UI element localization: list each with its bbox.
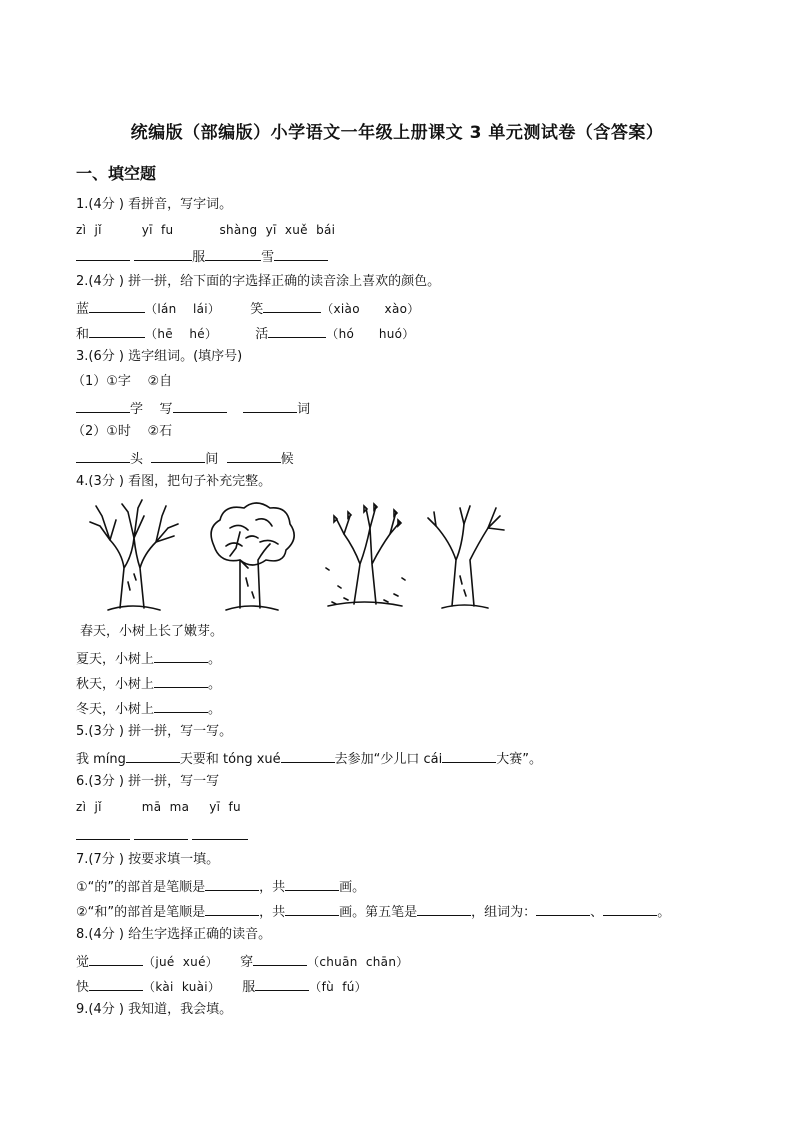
question-6-heading: 6.(3分 ) 拼一拼，写一写 (76, 774, 220, 789)
fill-char: 雪 (261, 250, 275, 265)
answer-blank[interactable] (442, 748, 496, 763)
question-2-row-2 (76, 323, 415, 344)
answer-blank[interactable] (274, 246, 328, 261)
question-5-sentence (76, 748, 542, 769)
sentence-part: ，共 (259, 880, 286, 895)
answer-blank[interactable] (89, 323, 145, 338)
fill-char: 写 (159, 402, 173, 417)
sentence-start: 夏天，小树上 (76, 652, 155, 667)
question-3-group-2-answers (76, 448, 294, 469)
question-2-heading: 2.(4分 ) 拼一拼，给下面的字选择正确的读音涂上喜欢的颜色。 (76, 274, 441, 289)
question-4-heading: 4.(3分 ) 看图，把句子补充完整。 (76, 474, 272, 489)
question-4-autumn (76, 673, 221, 694)
answer-blank[interactable] (255, 976, 309, 991)
sentence-part: 天要和 tóng xué (179, 752, 281, 767)
question-3-heading: 3.(6分 ) 选字组词。(填序号) (76, 349, 243, 364)
fill-char: 服 (192, 250, 206, 265)
sentence-part: 。 (657, 905, 671, 920)
answer-blank[interactable] (263, 298, 321, 313)
question-1-heading: 1.(4分 ) 看拼音，写字词。 (76, 197, 233, 212)
answer-blank[interactable] (253, 951, 307, 966)
answer-blank[interactable] (134, 246, 192, 261)
pinyin-options: （hó huó） (326, 327, 415, 341)
sentence-part: 大赛”。 (496, 752, 542, 767)
answer-blank[interactable] (285, 901, 339, 916)
question-3-group-1: （1）①字 ②自 (72, 374, 173, 389)
sentence-part: 我 míng (76, 752, 126, 767)
winter-tree-icon (422, 498, 512, 612)
fill-char: 间 (205, 452, 219, 467)
question-1-pinyin-row (76, 221, 335, 239)
answer-blank[interactable] (192, 825, 248, 840)
question-6-pinyin-row (76, 798, 241, 816)
pinyin-shangyixuebai: shàng yī xuě bái (219, 223, 336, 237)
leafy-tree-icon (200, 498, 300, 612)
answer-blank[interactable] (603, 901, 657, 916)
answer-blank[interactable] (536, 901, 590, 916)
section-heading: 一、填空题 (76, 164, 157, 183)
answer-blank[interactable] (76, 448, 130, 463)
answer-blank[interactable] (205, 876, 259, 891)
falling-leaves-tree-icon (314, 498, 414, 612)
answer-blank[interactable] (154, 673, 208, 688)
tree-illustrations (82, 498, 512, 614)
question-9-heading: 9.(4分 ) 我知道，我会填。 (76, 1002, 233, 1017)
char: 和 (76, 327, 90, 342)
sentence-start: 秋天，小树上 (76, 677, 155, 692)
pinyin-ziji: zì jǐ (76, 800, 102, 814)
question-7-line-2 (76, 901, 670, 922)
answer-blank[interactable] (154, 698, 208, 713)
answer-blank[interactable] (126, 748, 180, 763)
question-8-row-1 (76, 951, 409, 972)
question-1-answer-row (76, 246, 328, 267)
fill-char: 词 (297, 402, 311, 417)
sentence-start: 冬天，小树上 (76, 702, 155, 717)
answer-blank[interactable] (76, 246, 130, 261)
char: 觉 (76, 955, 90, 970)
sentence-part: ，共 (259, 905, 286, 920)
question-7-line-1 (76, 876, 365, 897)
pinyin-options: （xiào xào） (321, 302, 420, 316)
answer-blank[interactable] (205, 901, 259, 916)
answer-blank[interactable] (205, 246, 261, 261)
pinyin-yifu: yī fu (141, 223, 174, 237)
sentence-end: 。 (208, 702, 222, 717)
answer-blank[interactable] (89, 951, 143, 966)
answer-blank[interactable] (268, 323, 326, 338)
question-8-heading: 8.(4分 ) 给生字选择正确的读音。 (76, 927, 272, 942)
pinyin-options: （kài kuài） (143, 980, 221, 994)
answer-blank[interactable] (243, 398, 297, 413)
sentence-part: 、 (590, 905, 604, 920)
sentence-part: ，组词为： (471, 905, 537, 920)
fill-char: 学 (130, 402, 144, 417)
pinyin-mama: mā ma (141, 800, 190, 814)
answer-blank[interactable] (154, 648, 208, 663)
question-8-row-2 (76, 976, 367, 997)
question-2-row-1 (76, 298, 420, 319)
answer-blank[interactable] (89, 976, 143, 991)
bare-tree-icon (82, 498, 182, 612)
answer-blank[interactable] (417, 901, 471, 916)
sentence-part: ②“和”的部首是笔顺是 (76, 905, 206, 920)
sentence-end: 。 (208, 652, 222, 667)
answer-blank[interactable] (76, 398, 130, 413)
question-6-answer-row (76, 825, 248, 846)
char: 蓝 (76, 302, 90, 317)
question-4-spring: 春天，小树上长了嫩芽。 (80, 624, 224, 639)
sentence-part: ①“的”的部首是笔顺是 (76, 880, 206, 895)
answer-blank[interactable] (89, 298, 145, 313)
question-4-winter (76, 698, 221, 719)
answer-blank[interactable] (227, 448, 281, 463)
char: 活 (255, 327, 269, 342)
pinyin-options: （hē hé） (145, 327, 218, 341)
char: 快 (76, 980, 90, 995)
sentence-end: 。 (208, 677, 222, 692)
question-7-heading: 7.(7分 ) 按要求填一填。 (76, 852, 220, 867)
question-5-heading: 5.(3分 ) 拼一拼，写一写。 (76, 724, 233, 739)
fill-char: 头 (130, 452, 144, 467)
fill-char: 候 (280, 452, 294, 467)
answer-blank[interactable] (173, 398, 227, 413)
pinyin-options: （jué xué） (143, 955, 219, 969)
char: 笑 (250, 302, 264, 317)
answer-blank[interactable] (285, 876, 339, 891)
pinyin-options: （fù fú） (309, 980, 367, 994)
answer-blank[interactable] (76, 825, 130, 840)
char: 穿 (240, 955, 254, 970)
sentence-part: 画。 (339, 880, 366, 895)
pinyin-ziji: zì jǐ (76, 223, 102, 237)
char: 服 (242, 980, 256, 995)
document-title: 统编版（部编版）小学语文一年级上册课文 3 单元测试卷（含答案） (130, 123, 664, 143)
sentence-part: 画。第五笔是 (339, 905, 418, 920)
sentence-part: 去参加“少儿口 cái (334, 752, 443, 767)
pinyin-options: （lán lái） (145, 302, 221, 316)
question-3-group-2: （2）①时 ②石 (72, 424, 173, 439)
question-3-group-1-answers (76, 398, 310, 419)
pinyin-yifu: yī fu (209, 800, 241, 814)
answer-blank[interactable] (151, 448, 205, 463)
answer-blank[interactable] (281, 748, 335, 763)
pinyin-options: （chuān chān） (307, 955, 409, 969)
answer-blank[interactable] (134, 825, 188, 840)
question-4-summer (76, 648, 221, 669)
